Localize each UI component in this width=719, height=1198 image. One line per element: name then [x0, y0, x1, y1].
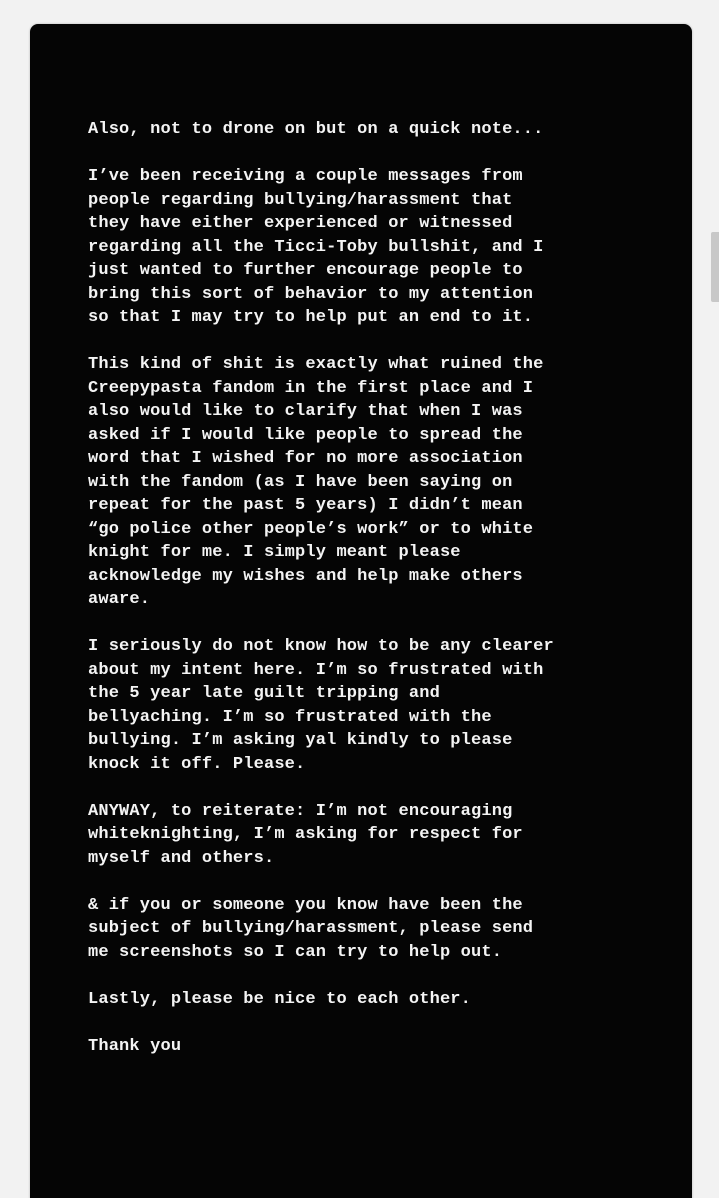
note-paragraph-messages: I’ve been receiving a couple messages from people regarding bullying/harassment that they have either experienced or witnessed regarding all the Ticci-Toby bullshit, and I just wanted to further encourage people to bring this sort of behavior to my attention so that I may try to help put an end to it. — [88, 167, 544, 327]
scroll-handle[interactable] — [711, 232, 719, 302]
note-paragraph-screenshots: & if you or someone you know have been the subject of bullying/harassment, please send me screenshots so I can try to help out. — [88, 895, 534, 962]
story-text-card — [30, 24, 692, 1198]
note-paragraph-intro: Also, not to drone on but on a quick note... — [88, 120, 544, 139]
note-paragraph-be-nice: Lastly, please be nice to each other. — [88, 989, 472, 1009]
note-body — [88, 118, 668, 1082]
note-paragraph-fandom: This kind of shit is exactly what ruined the Creepypasta fandom in the first place and I also would like to clarify that when I was asked if I would like people to spread the word that I wished for no more association with the fandom (as I have been saying on repeat for the past 5 years) I didn’t mean “go police other people’s work” or to white knight for me. I simply meant please acknowledge my wishes and help make others aware. — [88, 355, 544, 609]
note-paragraph-frustration: I seriously do not know how to be any clearer about my intent here. I’m so frustrated with the 5 year late guilt tripping and bellyaching. I’m so frustrated with the bullying. I’m asking yal kindly to please knock it off. Please. — [88, 637, 554, 774]
note-paragraph-thanks: Thank you — [88, 1036, 182, 1056]
note-paragraph-reiterate: ANYWAY, to reiterate: I’m not encouraging whiteknighting, I’m asking for respect for myself and others. — [88, 801, 523, 868]
